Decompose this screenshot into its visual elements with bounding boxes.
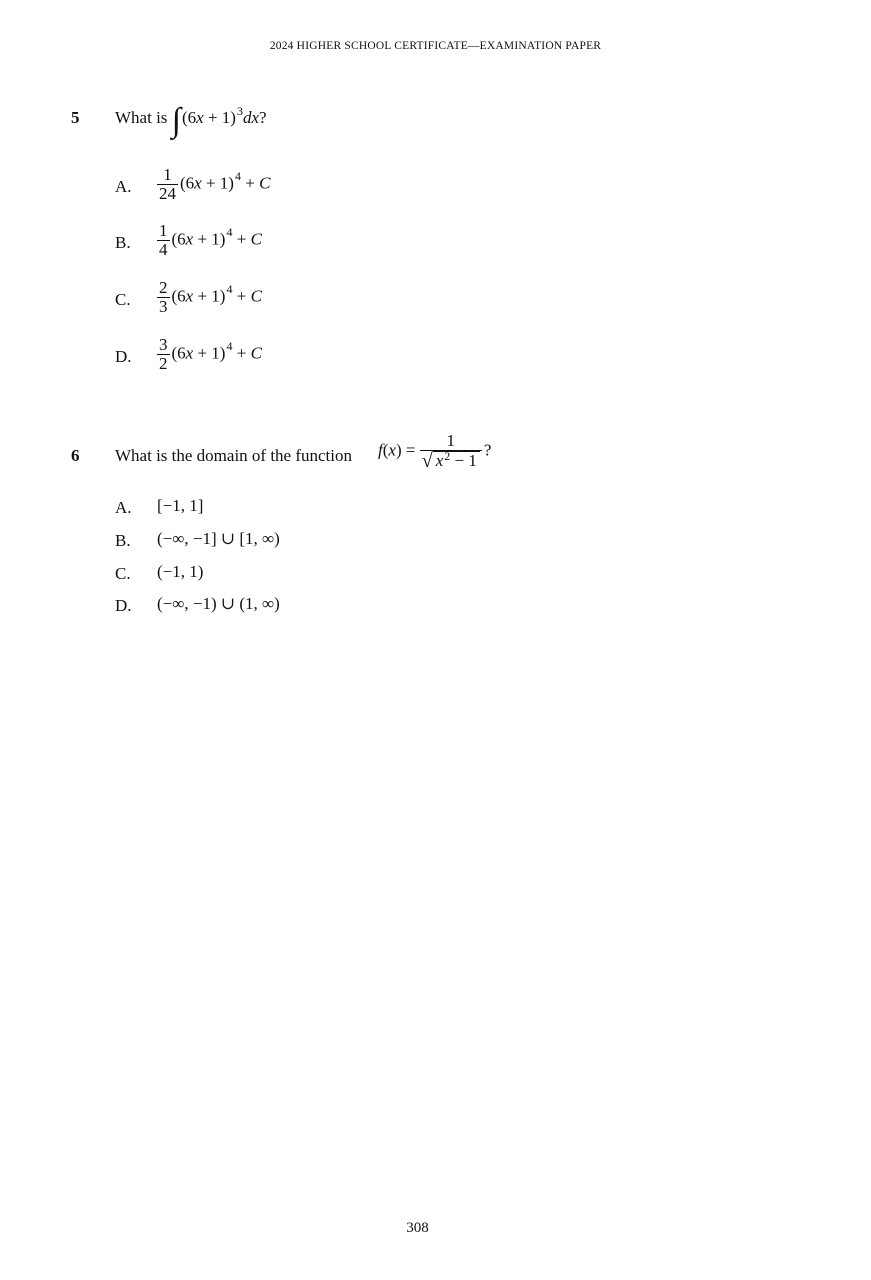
exam-header: 2024 HIGHER SCHOOL CERTIFICATE—EXAMINATION PAPER xyxy=(269,40,602,52)
q6-option-a-label: A. xyxy=(115,498,132,517)
q5-option-c-label: C. xyxy=(115,290,131,309)
q6-option-c-expression: (−1, 1) xyxy=(157,562,204,581)
question-6-number: 6 xyxy=(71,446,80,465)
q5-option-a-expression: $\frac{1}{24}$ $(6x + 1)^4 + C$ xyxy=(159,165,271,203)
q6-option-b-label: B. xyxy=(115,531,131,550)
q5-option-d-expression: $\frac{3}{2}$ $(6x + 1)^4 + C$ xyxy=(159,335,262,373)
q6-option-b-expression: (−∞, −1] ∪ [1, ∞) xyxy=(157,529,280,548)
question-5-number: 5 xyxy=(71,108,80,127)
page-number: 308 xyxy=(406,1220,429,1236)
q5-option-d-label: D. xyxy=(115,347,132,366)
q5-option-c-expression: $\frac{2}{3}$ $(6x + 1)^4 + C$ xyxy=(159,278,262,316)
q5-option-b-label: B. xyxy=(115,233,131,252)
q5-option-a-label: A. xyxy=(115,177,132,196)
question-6-function: f(x) = 1 √ $x^2 - 1$ ? xyxy=(378,431,492,472)
question-5-stem-text: What is xyxy=(115,108,168,127)
question-5-stem xyxy=(115,102,267,139)
q6-option-d-expression: (−∞, −1) ∪ (1, ∞) xyxy=(157,594,280,613)
question-6-stem-text: What is the domain of the function xyxy=(115,446,352,465)
q5-option-b-expression: $\frac{1}{4}$ $(6x + 1)^4 + C$ xyxy=(159,221,262,259)
question-5-integral: $\int(6x + 1)^3dx$? xyxy=(171,102,267,139)
q6-option-d-label: D. xyxy=(115,596,132,615)
q6-option-a-expression: [−1, 1] xyxy=(157,496,204,515)
q6-option-c-label: C. xyxy=(115,564,131,583)
